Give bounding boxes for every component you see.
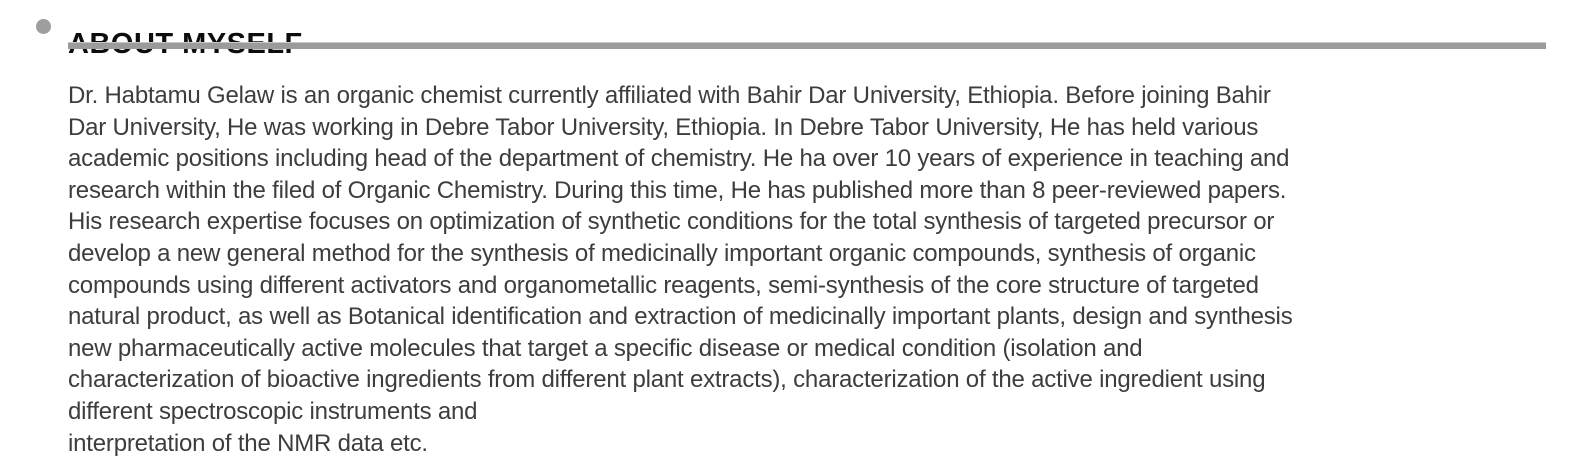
about-paragraph <box>68 80 1558 459</box>
paragraph-line: research within the filed of Organic Chemistry. During this time, He has published more than 8 peer-reviewed papers. <box>68 176 1287 204</box>
paragraph-line: interpretation of the NMR data etc. <box>68 429 428 457</box>
paragraph-line: Dar University, He was working in Debre Tabor University, Ethiopia. In Debre Tabor University, He has held various <box>68 113 1259 141</box>
paragraph-line: Dr. Habtamu Gelaw is an organic chemist currently affiliated with Bahir Dar University, Ethiopia. Before joining Bahir <box>68 82 1271 109</box>
paragraph-line: new pharmaceutically active molecules that target a specific disease or medical condition (isolation and <box>68 334 1143 362</box>
paragraph-line: His research expertise focuses on optimization of synthetic conditions for the total synthesis of targeted precursor or <box>68 208 1275 236</box>
paragraph-line: natural product, as well as Botanical identification and extraction of medicinally important plants, design and synthesis <box>68 303 1293 331</box>
bullet-icon <box>36 19 51 34</box>
paragraph-line: compounds using different activators and organometallic reagents, semi-synthesis of the core structure of targeted <box>68 271 1259 299</box>
paragraph-line: develop a new general method for the synthesis of medicinally important organic compounds, synthesis of organic <box>68 239 1256 267</box>
paragraph-line: different spectroscopic instruments and <box>68 397 478 425</box>
paragraph-line: academic positions including head of the department of chemistry. He ha over 10 years of experience in teaching and <box>68 145 1290 173</box>
paragraph-line: characterization of bioactive ingredients from different plant extracts), characterization of the active ingredient using <box>68 366 1266 394</box>
section-divider <box>68 42 1546 49</box>
